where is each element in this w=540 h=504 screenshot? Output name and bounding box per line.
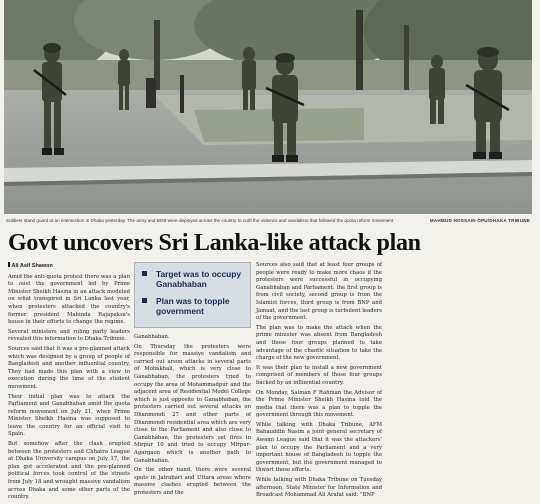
paragraph: Several ministers and ruling party leaders revealed this information to Dhaka Tribune. bbox=[8, 328, 130, 343]
byline bbox=[8, 262, 130, 271]
pull-quote-item bbox=[143, 296, 247, 316]
paragraph: While talking with Dhaka Tribune on Tuesday afternoon, State Minister for Information and Broadcast Mohammad Ali Arafat said: "BNP bbox=[256, 477, 382, 499]
pull-quote-text: Target was to occupy Ganabhaban bbox=[156, 269, 242, 289]
byline-author: Ali Asif Shawon bbox=[11, 263, 53, 269]
paragraph: But somehow after the clash erupted between the protesters and Chhatra League at Dhaka University campus on July 17, the plan got accelerated and the pre-planned political forces took control of the streets from July 18 and wrought massive vandalism across Dhaka and some other parts of the country. bbox=[8, 441, 130, 501]
paragraph: Their initial plan was to attack the Parliament and Ganabhaban amid the quota reform movement on July 21, when Prime Minister Sheikh Hasina was supposed to leave the country for an official visit to Spain. bbox=[8, 393, 130, 438]
bullet-square-icon bbox=[142, 271, 147, 276]
paragraph: Ganabhaban. bbox=[134, 334, 170, 340]
paragraph: Sources also said that at least four groups of people were ready to make more chaos if the protesters were successful in occupying Ganabhaban and Parliament: the first group is from civil society, second group is from the Islamist forces, third group is from BNP and Jamaat, and the last group is turbulent leaders of the government. bbox=[256, 262, 382, 322]
pull-quote-text: Plan was to topple government bbox=[156, 296, 230, 316]
pull-quote-item bbox=[143, 269, 247, 289]
pull-quote-box bbox=[134, 262, 251, 328]
byline-bar bbox=[8, 262, 10, 267]
article-column-2 bbox=[134, 334, 251, 499]
paragraph: On the other hand, there were several spots in Jatrabari and Uttara areas where massive clashes erupted between the protesters and the bbox=[134, 467, 251, 496]
paragraph: It was their plan to install a new government comprised of members of those four groups backed by an influential country. bbox=[256, 364, 382, 386]
paragraph: On Monday, Salman F Rahman the Advisor of the Prime Minister Sheikh Hasina told the media that there was a plan to topple the government through this movement. bbox=[256, 389, 382, 419]
news-photo bbox=[4, 0, 532, 214]
paragraph: While talking with Dhaka Tribune, AFM Bahauddin Nasim a joint general secretary of Awami League said that it was the attackers' plan to occupy the Parliament and a very important house of Bangladesh to topple the government, but the government managed to thwart those efforts. bbox=[256, 421, 382, 474]
photo-credit: MAHMUD HOSSAIN OPU/DHAKA TRIBUNE bbox=[429, 218, 530, 223]
paragraph: Amid the anti-quota protest there was a plan to oust the government led by Prime Minister Sheikh Hasina in an attack modeled on what transpired in Sri Lanka last year, when protesters attacked the country's former president Mahinda Rajapaksa's house in their efforts to change the regime. bbox=[8, 273, 130, 326]
photo-caption-bar bbox=[6, 216, 530, 226]
bullet-square-icon bbox=[142, 298, 147, 303]
article-column-1 bbox=[8, 262, 130, 504]
paragraph: Sources said that it was a pre-planned attack which was designed by a group of people of Bangladesh and another influential country. They had made this plan with a view to execution during the time of the student movement. bbox=[8, 345, 130, 390]
paragraph: The plan was to make the attack when the prime minister was absent from Bangladesh and those four groups planned to take advantage of the chaotic situation to take the charge of the new government. bbox=[256, 324, 382, 362]
headline: Govt uncovers Sri Lanka-like attack plan bbox=[8, 230, 421, 256]
article-column-3 bbox=[256, 262, 382, 502]
photo-caption: Soldiers stand guard at an intersection in Dhaka yesterday. The army and BGB were deployed across the country to curb the violence and vandalism that followed the quota reform movement bbox=[6, 218, 394, 223]
paragraph: On Thursday the protesters were responsible for massive vandalism and carried out arson attacks in several parts of Mohakhali, which is very close to Ganabhaban, the protesters tried to occupy the area of Mohammadpur and the adjacent area of Residential Model College which is just opposite to Ganabhaban, the protesters carried out several attacks on Dhanmondi 27 and other parts of Dhanmondi residential area which are very close to the Parliament and also close to Ganabhaban, the protesters set fires in Mirpur 10 and tried to occupy Mirpur-Agargaon which is another path to Ganabhaban. bbox=[134, 343, 251, 464]
